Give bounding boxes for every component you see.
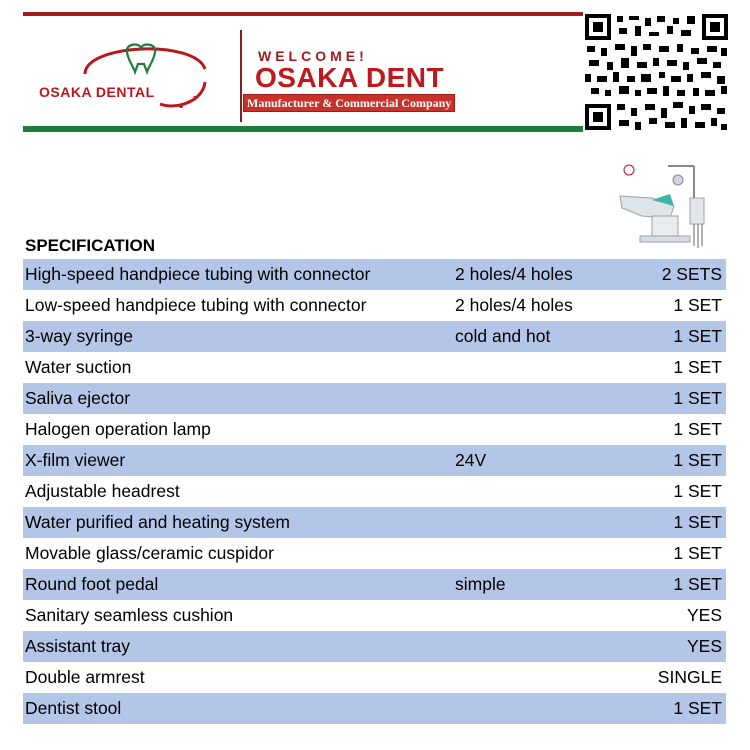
- table-row: [23, 290, 726, 321]
- table-row: [23, 476, 726, 507]
- tagline: Manufacturer & Commercial Company: [243, 94, 455, 112]
- spec-item: Dentist stool: [25, 698, 122, 718]
- spec-quantity: YES: [686, 636, 722, 656]
- table-row: [23, 383, 726, 414]
- dental-chair-image: [612, 160, 712, 250]
- spec-item: Sanitary seamless cushion: [25, 605, 234, 625]
- spec-item: High-speed handpiece tubing with connector: [25, 264, 371, 284]
- spec-item: Saliva ejector: [25, 388, 131, 408]
- table-row: [23, 259, 726, 290]
- table-row: [23, 662, 726, 693]
- spec-item: Movable glass/ceramic cuspidor: [25, 543, 274, 563]
- logo-text: OSAKA DENTAL: [39, 84, 155, 100]
- spec-item: Adjustable headrest: [25, 481, 180, 501]
- welcome-text: WELCOME!: [258, 48, 368, 64]
- table-row: [23, 569, 726, 600]
- company-logo: [33, 30, 233, 120]
- spec-quantity: 1 SET: [673, 419, 722, 439]
- tooth-logo-icon: [65, 34, 215, 112]
- spec-detail: cold and hot: [455, 326, 551, 346]
- spec-item: Double armrest: [25, 667, 145, 687]
- spec-item: Water suction: [25, 357, 132, 377]
- spec-title: SPECIFICATION: [25, 236, 156, 255]
- banner-top-stripe: [23, 12, 583, 16]
- table-row: [23, 414, 726, 445]
- table-row: [23, 321, 726, 352]
- spec-quantity: 1 SET: [673, 388, 722, 408]
- spec-detail: simple: [455, 574, 506, 594]
- spec-quantity: SINGLE: [657, 667, 722, 687]
- spec-item: Water purified and heating system: [25, 512, 290, 532]
- spec-detail: 24V: [455, 450, 487, 470]
- spec-quantity: 1 SET: [673, 574, 722, 594]
- spec-item: Low-speed handpiece tubing with connector: [25, 295, 367, 315]
- spec-quantity: YES: [686, 605, 722, 625]
- spec-table: [23, 259, 726, 724]
- banner-bottom-stripe: [23, 126, 583, 132]
- brand-name: OSAKA DENT: [255, 62, 445, 93]
- spec-quantity: 1 SET: [673, 698, 722, 718]
- table-row: [23, 693, 726, 724]
- table-row: [23, 445, 726, 476]
- spec-quantity: 2 SETS: [661, 264, 722, 284]
- spec-detail: 2 holes/4 holes: [455, 295, 573, 315]
- spec-quantity: 1 SET: [673, 357, 722, 377]
- table-row: [23, 600, 726, 631]
- table-row: [23, 352, 726, 383]
- spec-quantity: 1 SET: [673, 295, 722, 315]
- table-row: [23, 507, 726, 538]
- spec-quantity: 1 SET: [673, 543, 722, 563]
- spec-item: Round foot pedal: [25, 574, 159, 594]
- spec-quantity: 1 SET: [673, 450, 722, 470]
- spec-detail: 2 holes/4 holes: [455, 264, 573, 284]
- table-row: [23, 631, 726, 662]
- header-banner: [23, 12, 730, 132]
- spec-item: Assistant tray: [25, 636, 131, 656]
- table-row: [23, 538, 726, 569]
- header-divider: [240, 30, 242, 122]
- spec-item: 3-way syringe: [25, 326, 133, 346]
- spec-item: Halogen operation lamp: [25, 419, 211, 439]
- spec-item: X-film viewer: [25, 450, 126, 470]
- spec-quantity: 1 SET: [673, 481, 722, 501]
- spec-quantity: 1 SET: [673, 512, 722, 532]
- qr-code-icon[interactable]: [583, 12, 730, 132]
- spec-quantity: 1 SET: [673, 326, 722, 346]
